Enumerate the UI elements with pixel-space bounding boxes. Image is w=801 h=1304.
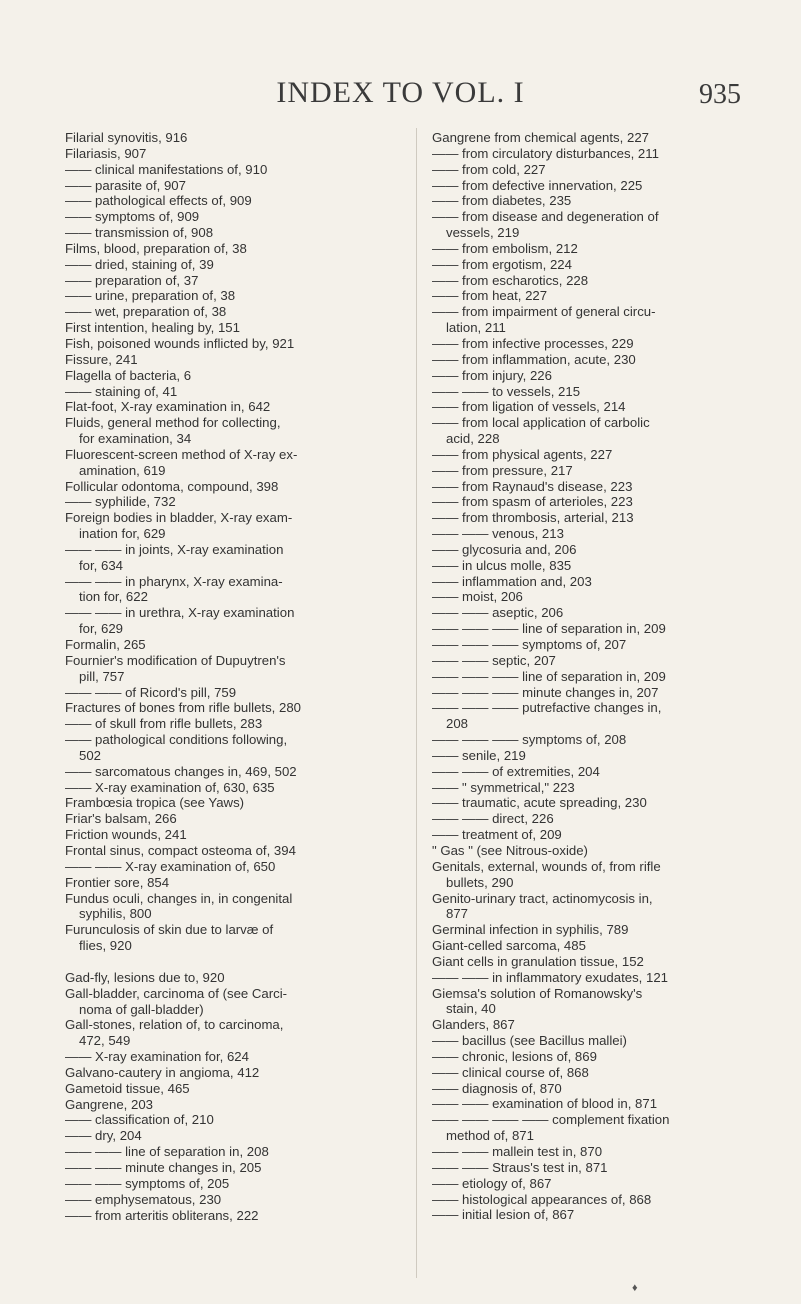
index-entry: —— from circulatory disturbances, 211 <box>432 145 659 161</box>
index-entry: —— diagnosis of, 870 <box>432 1080 562 1096</box>
index-entry: —— —— in pharynx, X-ray examina- <box>65 573 283 589</box>
index-entry: —— urine, preparation of, 38 <box>65 288 236 304</box>
index-entry: —— bacillus (see Bacillus mallei) <box>432 1033 627 1049</box>
index-entry: —— parasite of, 907 <box>65 177 186 193</box>
index-entry: —— moist, 206 <box>432 589 523 605</box>
index-entry: syphilis, 800 <box>79 906 152 922</box>
index-entry: —— from escharotics, 228 <box>432 272 589 288</box>
index-entry: —— —— to vessels, 215 <box>432 383 581 399</box>
index-entry: —— glycosuria and, 206 <box>432 541 577 557</box>
index-entry: —— from embolism, 212 <box>432 240 578 256</box>
index-entry: for, 629 <box>79 621 123 637</box>
index-entry: —— " symmetrical," 223 <box>432 779 575 795</box>
right-index-column <box>432 130 777 1223</box>
index-entry: Fluids, general method for collecting, <box>65 415 281 431</box>
index-entry: Flagella of bacteria, 6 <box>65 367 192 383</box>
index-entry: —— from ergotism, 224 <box>432 256 572 272</box>
index-entry: Friar's balsam, 266 <box>65 811 177 827</box>
index-entry: Fournier's modification of Dupuytren's <box>65 652 286 668</box>
index-entry: Genito-urinary tract, actinomycosis in, <box>432 890 653 906</box>
column-divider <box>416 128 417 1278</box>
index-entry: Fissure, 241 <box>65 351 138 367</box>
index-entry: —— from impairment of general circu- <box>432 304 656 320</box>
index-entry: Fluorescent-screen method of X-ray ex- <box>65 446 298 462</box>
index-entry: —— initial lesion of, 867 <box>432 1207 575 1223</box>
index-entry: —— —— aseptic, 206 <box>432 605 564 621</box>
index-entry: Furunculosis of skin due to larvæ of <box>65 922 274 938</box>
index-entry: —— clinical manifestations of, 910 <box>65 161 268 177</box>
index-entry: —— senile, 219 <box>432 747 526 763</box>
index-entry: acid, 228 <box>446 431 500 447</box>
index-entry: Frontal sinus, compact osteoma of, 394 <box>65 842 296 858</box>
index-entry: Follicular odontoma, compound, 398 <box>65 478 279 494</box>
index-entry: —— from inflammation, acute, 230 <box>432 351 636 367</box>
index-entry: —— —— —— symptoms of, 207 <box>432 637 627 652</box>
index-entry: 472, 549 <box>79 1033 131 1049</box>
index-entry: stain, 40 <box>446 1001 496 1017</box>
index-entry: —— treatment of, 209 <box>432 827 562 843</box>
left-index-column <box>65 130 400 1223</box>
index-entry: —— from spasm of arterioles, 223 <box>432 494 633 510</box>
index-entry: Glanders, 867 <box>432 1017 515 1033</box>
index-entry: —— pathological conditions following, <box>65 732 288 748</box>
index-entry: flies, 920 <box>79 938 132 954</box>
index-entry: for examination, 34 <box>79 431 192 447</box>
index-entry: —— from cold, 227 <box>432 161 546 177</box>
index-entry: —— —— of extremities, 204 <box>432 763 600 779</box>
index-entry: —— —— of Ricord's pill, 759 <box>65 684 237 700</box>
index-entry: for, 634 <box>79 557 123 573</box>
index-entry: —— —— minute changes in, 205 <box>65 1160 262 1175</box>
index-entry: —— of skull from rifle bullets, 283 <box>65 716 263 732</box>
index-entry: —— —— —— symptoms of, 208 <box>432 732 627 748</box>
index-entry: vessels, 219 <box>446 225 520 241</box>
index-entry: —— from thrombosis, arterial, 213 <box>432 510 634 526</box>
index-entry: Galvano-cautery in angioma, 412 <box>65 1064 260 1080</box>
index-entry: —— from disease and degeneration of <box>432 209 659 225</box>
index-entry: —— histological appearances of, 868 <box>432 1191 652 1207</box>
index-entry: —— classification of, 210 <box>65 1112 214 1128</box>
index-entry: —— —— line of separation in, 208 <box>65 1144 269 1160</box>
index-entry: —— syphilide, 732 <box>65 494 176 510</box>
index-entry: —— from physical agents, 227 <box>432 446 613 462</box>
index-entry: —— —— —— putrefactive changes in, <box>432 700 662 716</box>
index-entry: —— —— venous, 213 <box>432 526 564 542</box>
index-entry: —— —— direct, 226 <box>432 811 554 827</box>
index-entry: Germinal infection in syphilis, 789 <box>432 922 629 938</box>
index-entry: —— —— —— —— complement fixation <box>432 1112 670 1128</box>
index-entry: Genitals, external, wounds of, from rifle <box>432 858 661 874</box>
index-entry: tion for, 622 <box>79 589 148 605</box>
index-entry: —— etiology of, 867 <box>432 1175 552 1191</box>
index-entry: —— —— in urethra, X-ray examination <box>65 605 295 621</box>
index-entry: Filariasis, 907 <box>65 145 147 161</box>
index-entry: Giant cells in granulation tissue, 152 <box>432 953 644 969</box>
index-entry: —— in ulcus molle, 835 <box>432 557 572 573</box>
index-entry: noma of gall-bladder) <box>79 1001 204 1017</box>
index-entry: First intention, healing by, 151 <box>65 320 240 336</box>
index-entry: Fractures of bones from rifle bullets, 280 <box>65 700 302 716</box>
index-entry: —— —— —— line of separation in, 209 <box>432 621 666 637</box>
index-entry: —— from diabetes, 235 <box>432 193 572 209</box>
index-entry: lation, 211 <box>446 320 506 336</box>
index-entry: —— —— septic, 207 <box>432 652 556 668</box>
index-entry: Flat-foot, X-ray examination in, 642 <box>65 399 271 415</box>
index-entry: Films, blood, preparation of, 38 <box>65 240 247 256</box>
index-entry: —— from ligation of vessels, 214 <box>432 399 626 415</box>
index-entry: Filarial synovitis, 916 <box>65 130 188 145</box>
index-entry: Gall-bladder, carcinoma of (see Carci- <box>65 985 288 1001</box>
index-entry: —— from injury, 226 <box>432 367 552 383</box>
index-entry: —— transmission of, 908 <box>65 225 214 241</box>
index-entry: 502 <box>79 747 102 763</box>
index-entry: Giant-celled sarcoma, 485 <box>432 938 586 954</box>
index-entry: —— traumatic, acute spreading, 230 <box>432 795 647 811</box>
index-entry: Gad-fly, lesions due to, 920 <box>65 969 225 985</box>
running-head <box>0 78 801 108</box>
index-entry: —— inflammation and, 203 <box>432 573 592 589</box>
index-entry: —— clinical course of, 868 <box>432 1064 589 1080</box>
index-entry: —— sarcomatous changes in, 469, 502 <box>65 763 297 779</box>
index-entry: —— from infective processes, 229 <box>432 335 634 351</box>
index-entry: —— X-ray examination for, 624 <box>65 1049 249 1065</box>
index-entry: —— from defective innervation, 225 <box>432 177 643 193</box>
index-entry: Friction wounds, 241 <box>65 827 187 843</box>
page-ornament: ♦ <box>632 1282 638 1294</box>
index-entry: —— —— in inflammatory exudates, 121 <box>432 969 669 985</box>
index-entry: —— —— symptoms of, 205 <box>65 1175 230 1191</box>
index-entry: —— symptoms of, 909 <box>65 209 200 225</box>
index-entry: amination, 619 <box>79 462 166 478</box>
index-entry: ination for, 629 <box>79 526 166 542</box>
index-entry: Gametoid tissue, 465 <box>65 1080 190 1096</box>
index-entry: Giemsa's solution of Romanowsky's <box>432 985 643 1001</box>
index-entry: —— —— in joints, X-ray examination <box>65 541 284 557</box>
page-title: INDEX TO VOL. I <box>276 76 525 109</box>
index-entry: Gangrene from chemical agents, 227 <box>432 130 649 145</box>
index-entry: Fish, poisoned wounds inflicted by, 921 <box>65 335 295 351</box>
index-entry: —— from pressure, 217 <box>432 462 573 478</box>
index-entry: 877 <box>446 906 469 922</box>
index-entry: —— wet, preparation of, 38 <box>65 304 227 320</box>
index-entry: —— —— —— minute changes in, 207 <box>432 684 659 700</box>
index-entry: " Gas " (see Nitrous-oxide) <box>432 842 588 858</box>
index-entry: —— from heat, 227 <box>432 288 548 304</box>
index-entry: —— from local application of carbolic <box>432 415 650 431</box>
index-entry: —— dry, 204 <box>65 1128 142 1144</box>
index-entry: Foreign bodies in bladder, X-ray exam- <box>65 510 293 526</box>
index-entry: pill, 757 <box>79 668 125 684</box>
page-number: 935 <box>699 79 741 110</box>
index-entry: —— from Raynaud's disease, 223 <box>432 478 633 494</box>
index-entry: Frambœsia tropica (see Yaws) <box>65 795 245 811</box>
index-entry: —— chronic, lesions of, 869 <box>432 1048 597 1064</box>
index-entry: —— emphysematous, 230 <box>65 1191 222 1207</box>
index-entry: —— —— mallein test in, 870 <box>432 1144 603 1159</box>
section-gap <box>65 954 400 970</box>
index-entry: Gall-stones, relation of, to carcinoma, <box>65 1017 284 1033</box>
index-entry: —— —— —— line of separation in, 209 <box>432 668 666 684</box>
index-entry: Formalin, 265 <box>65 637 146 652</box>
index-entry: 208 <box>446 716 469 732</box>
index-entry: —— X-ray examination of, 630, 635 <box>65 779 275 795</box>
index-entry: bullets, 290 <box>446 874 514 890</box>
index-entry: Fundus oculi, changes in, in congenital <box>65 890 293 906</box>
index-entry: —— pathological effects of, 909 <box>65 193 252 209</box>
index-entry: —— —— examination of blood in, 871 <box>432 1096 658 1112</box>
index-entry: —— preparation of, 37 <box>65 272 199 288</box>
index-entry: Frontier sore, 854 <box>65 874 170 890</box>
index-entry: —— from arteritis obliterans, 222 <box>65 1207 259 1223</box>
index-entry: —— —— X-ray examination of, 650 <box>65 858 276 874</box>
index-entry: Gangrene, 203 <box>65 1096 153 1112</box>
index-entry: method of, 871 <box>446 1128 534 1144</box>
index-entry: —— dried, staining of, 39 <box>65 256 214 272</box>
index-entry: —— staining of, 41 <box>65 383 178 399</box>
index-entry: —— —— Straus's test in, 871 <box>432 1159 608 1175</box>
